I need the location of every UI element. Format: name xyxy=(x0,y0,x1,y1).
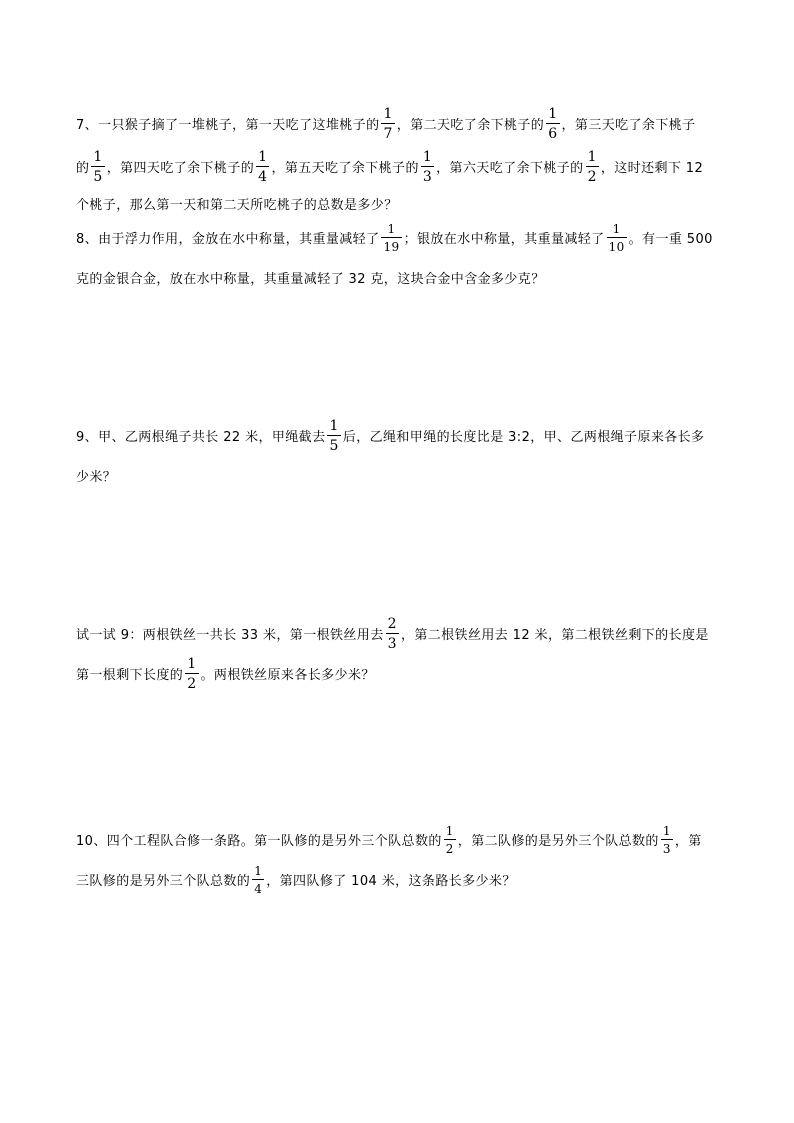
problem-text: ，这时还剩下 12 xyxy=(600,161,704,176)
problem-8-line-2 xyxy=(76,260,545,300)
fraction xyxy=(586,150,599,184)
fraction xyxy=(252,865,264,895)
problem-text: 克的金银合金，放在水中称量，其重量减轻了 32 克，这块合金中含金多少克？ xyxy=(76,272,545,287)
fraction-numerator: 1 xyxy=(187,655,197,672)
fraction-denominator: 4 xyxy=(258,168,268,185)
problem-text: ，第四队修了 104 米，这条路长多少米？ xyxy=(266,874,516,889)
fraction-numerator: 1 xyxy=(548,105,558,122)
problem-10-line-1 xyxy=(76,822,702,862)
problem-text: ，第三天吃了余下桃子 xyxy=(561,118,696,133)
fraction-numerator: 1 xyxy=(607,223,627,238)
fraction-denominator: 3 xyxy=(387,635,397,652)
fraction xyxy=(546,107,559,141)
fraction-denominator: 5 xyxy=(93,168,103,185)
fraction-denominator: 2 xyxy=(445,841,454,856)
fraction-denominator: 19 xyxy=(383,239,400,254)
fraction-numerator: 1 xyxy=(258,148,268,165)
fraction-numerator: 1 xyxy=(422,148,433,165)
problem-text: 试一试 9：两根铁丝一共长 33 米，第一根铁丝用去 xyxy=(76,628,384,643)
problem-text: ，第五天吃了余下桃子的 xyxy=(271,161,419,176)
fraction-numerator: 1 xyxy=(93,148,103,165)
fraction-numerator: 1 xyxy=(662,823,671,838)
problem-7-line-1 xyxy=(76,106,696,146)
fraction-denominator: 3 xyxy=(662,841,671,856)
problem-text: 。有一重 500 xyxy=(628,232,713,247)
fraction-numerator: 1 xyxy=(587,148,597,165)
fraction xyxy=(256,150,269,184)
fraction xyxy=(386,617,399,651)
problem-text: 个桃子，那么第一天和第二天所吃桃子的总数是多少？ xyxy=(76,198,398,213)
fraction-denominator: 5 xyxy=(329,437,339,454)
fraction-denominator: 2 xyxy=(187,675,197,692)
fraction xyxy=(661,825,673,855)
fraction-denominator: 4 xyxy=(254,881,263,896)
fraction xyxy=(185,657,198,691)
problem-text: 三队修的是另外三个队总数的 xyxy=(76,874,251,889)
fraction-denominator: 3 xyxy=(422,168,433,185)
fraction-denominator: 6 xyxy=(548,125,558,142)
fraction xyxy=(381,223,401,253)
fraction xyxy=(444,825,456,855)
fraction-numerator: 1 xyxy=(383,105,393,122)
problem-text: 第一根剩下长度的 xyxy=(76,668,184,683)
problem-text: ，第六天吃了余下桃子的 xyxy=(436,161,584,176)
fraction xyxy=(327,419,340,453)
fraction-numerator: 2 xyxy=(387,615,397,632)
problem-text: ；银放在水中称量，其重量减轻了 xyxy=(403,232,605,247)
fraction-numerator: 1 xyxy=(381,223,401,238)
fraction-numerator: 1 xyxy=(445,823,454,838)
fraction xyxy=(381,107,394,141)
problem-text: ，第四天吃了余下桃子的 xyxy=(106,161,255,176)
problem-text: 9、甲、乙两根绳子共长 22 米，甲绳截去 xyxy=(76,430,326,445)
fraction-denominator: 7 xyxy=(383,125,393,142)
try-it-9-line-2 xyxy=(76,656,375,696)
problem-text: ，第二根铁丝用去 12 米，第二根铁丝剩下的长度是 xyxy=(400,628,709,643)
problem-text: ，第二队修的是另外三个队总数的 xyxy=(457,834,659,849)
problem-text: 8、由于浮力作用，金放在水中称量，其重量减轻了 xyxy=(76,232,380,247)
problem-10-line-2 xyxy=(76,862,516,902)
problem-text: 后，乙绳和甲绳的长度比是 3:2，甲、乙两根绳子原来各长多 xyxy=(342,430,705,445)
problem-text: 。两根铁丝原来各长多少米？ xyxy=(200,668,375,683)
fraction-numerator: 1 xyxy=(329,417,339,434)
fraction-denominator: 10 xyxy=(608,239,625,254)
problem-text: 少米？ xyxy=(76,470,117,485)
problem-8-line-1 xyxy=(76,220,713,260)
problem-7-line-2 xyxy=(76,149,703,189)
fraction xyxy=(607,223,627,253)
problem-text: ，第 xyxy=(674,834,702,849)
problem-9-line-1 xyxy=(76,418,704,458)
fraction-numerator: 1 xyxy=(254,863,263,878)
problem-9-line-2 xyxy=(76,458,116,498)
problem-text: 10、四个工程队合修一条路。第一队修的是另外三个队总数的 xyxy=(76,834,442,849)
fraction xyxy=(91,150,104,184)
fraction xyxy=(421,150,434,184)
problem-text: ，第二天吃了余下桃子的 xyxy=(396,118,545,133)
fraction-denominator: 2 xyxy=(587,168,597,185)
try-it-9-line-1 xyxy=(76,616,709,656)
problem-text: 的 xyxy=(76,161,90,176)
problem-text: 7、一只猴子摘了一堆桃子，第一天吃了这堆桃子的 xyxy=(76,118,380,133)
